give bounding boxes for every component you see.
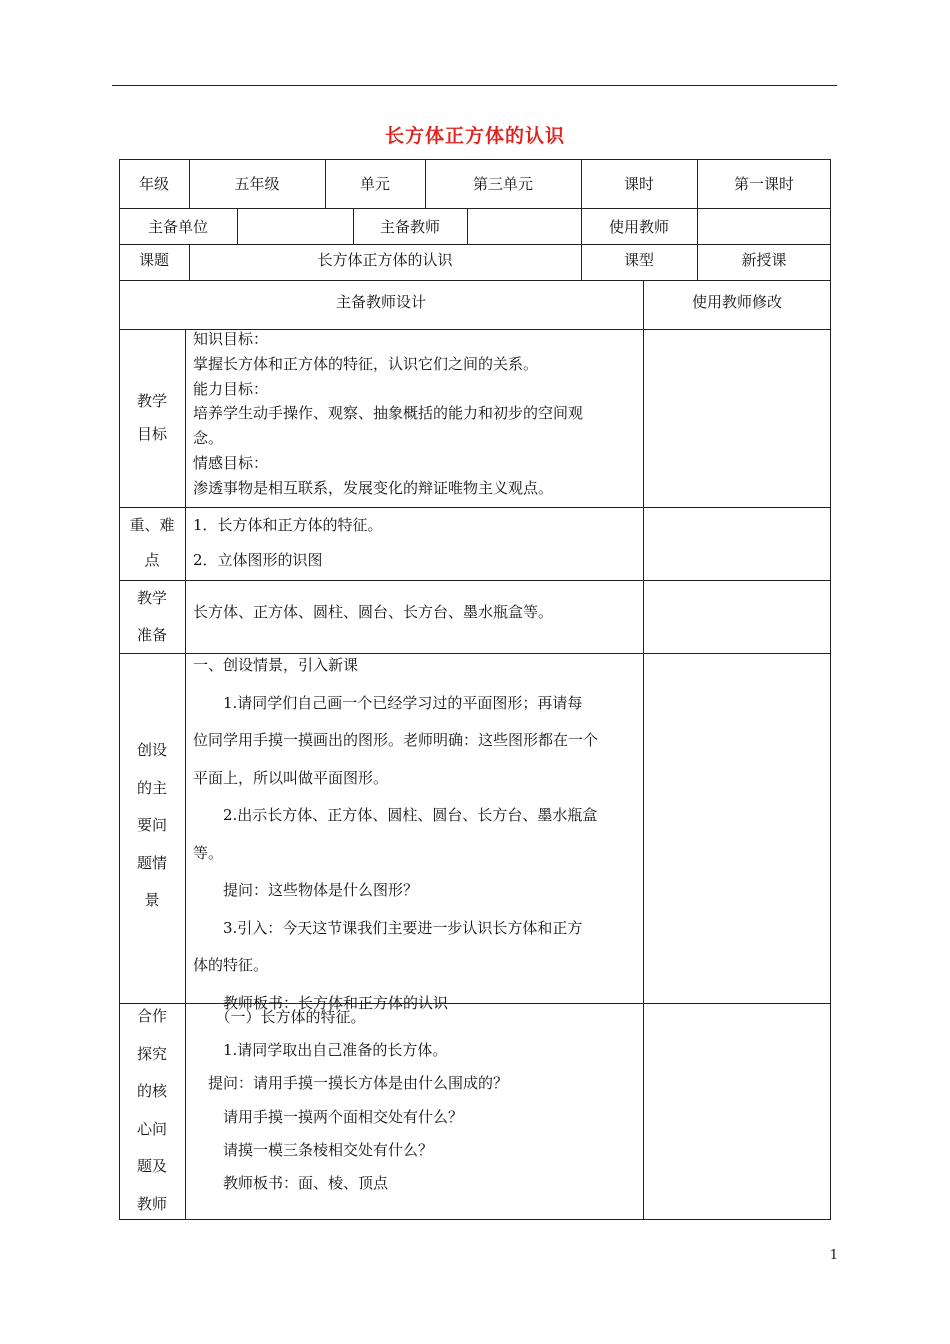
scenario-label-line: 景: [144, 891, 160, 909]
cooperation-line: （一）长方体的特征。: [193, 1008, 366, 1026]
lead-teacher-label: 主备教师: [379, 217, 440, 236]
goals-label-line: 目标: [136, 425, 167, 443]
scenario-line: 等。: [193, 843, 224, 862]
prep-label-line: 准备: [136, 626, 167, 644]
label-col-divider: [185, 329, 186, 1220]
header-rule: [112, 85, 837, 86]
goals-line: 知识目标：: [193, 330, 269, 348]
period-value: 第一课时: [733, 175, 794, 193]
scenario-line: 平面上，所以叫做平面图形。: [193, 768, 389, 787]
type-value: 新授课: [741, 250, 787, 269]
scenario-label: [119, 732, 185, 920]
prep-line: 长方体、正方体、圆柱、圆台、长方台、墨水瓶盒等。: [193, 603, 554, 621]
cooperation-label-line: 探究: [136, 1044, 167, 1063]
key-points-label-line: 点: [144, 551, 160, 569]
goals-label: [119, 385, 185, 451]
topic-value: 长方体正方体的认识: [317, 250, 453, 269]
key-points-line: 1．长方体和正方体的特征。: [193, 516, 383, 534]
topic-label: 课题: [138, 250, 169, 269]
cooperation-label-line: 题及: [136, 1157, 167, 1175]
lead-unit-label: 主备单位: [147, 217, 208, 236]
goals-line: 念。: [193, 429, 224, 448]
cooperation-line: 1.请同学取出自己准备的长方体。: [193, 1041, 448, 1060]
lead-unit-value: [237, 208, 353, 244]
document-title: 长方体正方体的认识: [384, 125, 565, 147]
period-label: 课时: [623, 175, 654, 193]
prep-label: [119, 580, 185, 654]
cooperation-line: 提问：请用手摸一摸长方体是由什么围成的？: [193, 1074, 509, 1093]
scenario-line: 提问：这些物体是什么图形？: [193, 881, 419, 899]
grade-label: 年级: [138, 175, 169, 193]
scenario-label-line: 要问: [136, 816, 167, 834]
cooperation-label-line: 合作: [136, 1007, 167, 1025]
prep-content: [193, 598, 553, 626]
scenario-line: 3.引入：今天这节课我们主要进一步认识长方体和正方: [193, 918, 583, 937]
goals-line: 掌握长方体和正方体的特征，认识它们之间的关系。: [193, 354, 539, 373]
cooperation-line: 请用手摸一摸两个面相交处有什么？: [193, 1107, 464, 1126]
lead-teacher-value: [467, 208, 581, 244]
page-number: 1: [829, 1248, 838, 1263]
scenario-content: [193, 647, 598, 1022]
scenario-line: 体的特征。: [193, 956, 269, 974]
key-points-label: [119, 508, 185, 578]
modify-column-header: 使用教师修改: [691, 292, 782, 311]
goals-line: 情感目标：: [193, 453, 269, 472]
goals-line: 培养学生动手操作、观察、抽象概括的能力和初步的空间观: [193, 404, 584, 423]
cooperation-label-line: 心问: [136, 1119, 167, 1138]
goals-line: 渗透事物是相互联系，发展变化的辩证唯物主义观点。: [193, 478, 554, 497]
scenario-label-line: 创设: [136, 741, 167, 759]
scenario-line: 一、创设情景，引入新课: [193, 656, 359, 674]
grade-value: 五年级: [234, 175, 280, 193]
prep-label-line: 教学: [136, 589, 167, 607]
goals-line: 能力目标：: [193, 379, 269, 398]
user-teacher-label: 使用教师: [608, 217, 669, 236]
row-divider: [119, 580, 831, 581]
scenario-label-line: 的主: [136, 778, 167, 797]
goals-content: [193, 327, 583, 501]
key-points-label-line: 重、难: [129, 516, 175, 534]
cooperation-label-line: 教师: [136, 1194, 167, 1213]
cooperation-content: [193, 1001, 508, 1200]
modify-col-divider: [643, 329, 644, 1220]
key-points-content: [193, 508, 383, 578]
user-teacher-value: [697, 208, 831, 244]
key-points-line: 2．立体图形的识图: [193, 551, 323, 569]
scenario-line: 2.出示长方体、正方体、圆柱、圆台、长方台、墨水瓶盒: [193, 806, 598, 824]
type-label: 课型: [623, 250, 654, 269]
cooperation-line: 教师板书：面、棱、顶点: [193, 1174, 389, 1193]
cooperation-label: [119, 998, 185, 1223]
cooperation-line: 请摸一模三条棱相交处有什么？: [193, 1140, 434, 1159]
design-column-header: 主备教师设计: [335, 292, 426, 311]
unit-label: 单元: [359, 175, 390, 193]
unit-value: 第三单元: [472, 175, 533, 193]
cooperation-label-line: 的核: [136, 1082, 167, 1100]
scenario-label-line: 题情: [136, 853, 167, 872]
scenario-line: 教师板书：长方体和正方体的认识: [193, 993, 449, 1012]
scenario-line: 1.请同学们自己画一个已经学习过的平面图形；再请每: [193, 693, 583, 712]
scenario-line: 位同学用手摸一摸画出的图形。老师明确：这些图形都在一个: [193, 731, 599, 749]
goals-label-line: 教学: [136, 392, 167, 410]
